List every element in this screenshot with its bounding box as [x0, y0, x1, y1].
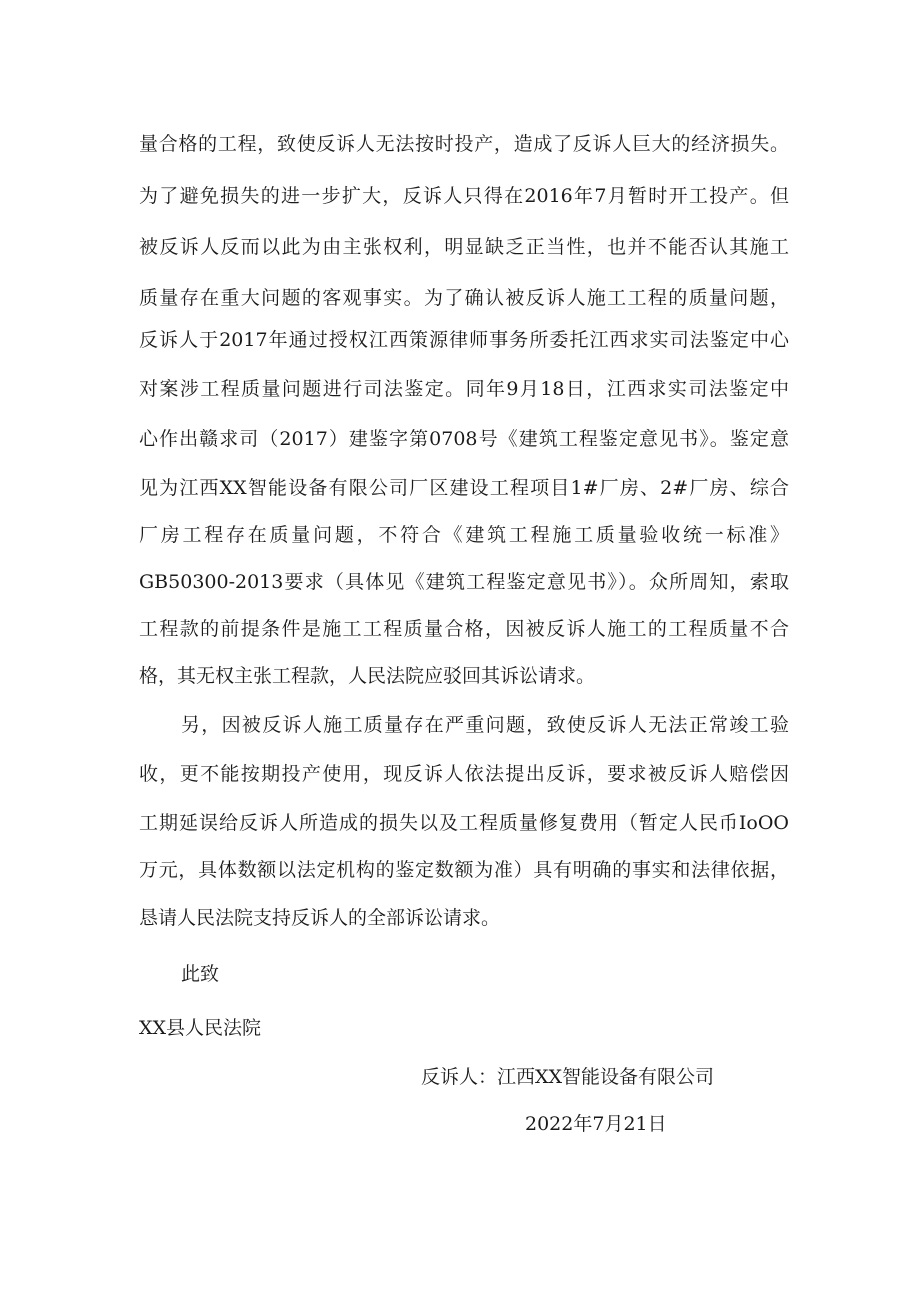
document-date: 2022年7月21日 [525, 1113, 667, 1135]
signature: 反诉人：江西XX智能设备有限公司 [421, 1066, 715, 1088]
text-line: 恳请人民法院支持反诉人的全部诉讼请求。 [139, 907, 501, 929]
text-line: 对案涉工程质量问题进行司法鉴定。同年9月18日，江西求实司法鉴定中 [139, 378, 789, 400]
recipient: XX县人民法院 [139, 1017, 262, 1039]
text-line: 见为江西XX智能设备有限公司厂区建设工程项目1#厂房、2#厂房、综合 [139, 477, 789, 499]
text-line: 厂房工程存在质量问题，不符合《建筑工程施工质量验收统一标准》 [139, 524, 789, 546]
text-line: 工期延误给反诉人所造成的损失以及工程质量修复费用（暂定人民币IoOO [139, 812, 789, 834]
text-line: 心作出赣求司（2017）建鉴字第0708号《建筑工程鉴定意见书》。鉴定意 [139, 428, 789, 450]
text-line: 万元，具体数额以法定机构的鉴定数额为准）具有明确的事实和法律依据， [139, 859, 789, 881]
text-line: GB50300-2013要求（具体见《建筑工程鉴定意见书》）。众所周知，索取 [139, 571, 789, 593]
text-line: 工程款的前提条件是施工工程质量合格，因被反诉人施工的工程质量不合 [139, 618, 789, 640]
text-line: 量合格的工程，致使反诉人无法按时投产，造成了反诉人巨大的经济损失。 [139, 133, 789, 155]
text-line: 格，其无权主张工程款，人民法院应驳回其诉讼请求。 [139, 665, 596, 687]
text-line: 质量存在重大问题的客观事实。为了确认被反诉人施工工程的质量问题， [139, 287, 789, 309]
text-line: 另，因被反诉人施工质量存在严重问题，致使反诉人无法正常竣工验 [181, 714, 789, 736]
text-line: 为了避免损失的进一步扩大，反诉人只得在2016年7月暂时开工投产。但 [139, 185, 789, 207]
closing-salutation: 此致 [181, 963, 220, 985]
text-line: 收，更不能按期投产使用，现反诉人依法提出反诉，要求被反诉人赔偿因 [139, 763, 789, 785]
text-line: 被反诉人反而以此为由主张权利，明显缺乏正当性，也并不能否认其施工 [139, 236, 789, 258]
text-line: 反诉人于2017年通过授权江西策源律师事务所委托江西求实司法鉴定中心 [139, 329, 789, 351]
